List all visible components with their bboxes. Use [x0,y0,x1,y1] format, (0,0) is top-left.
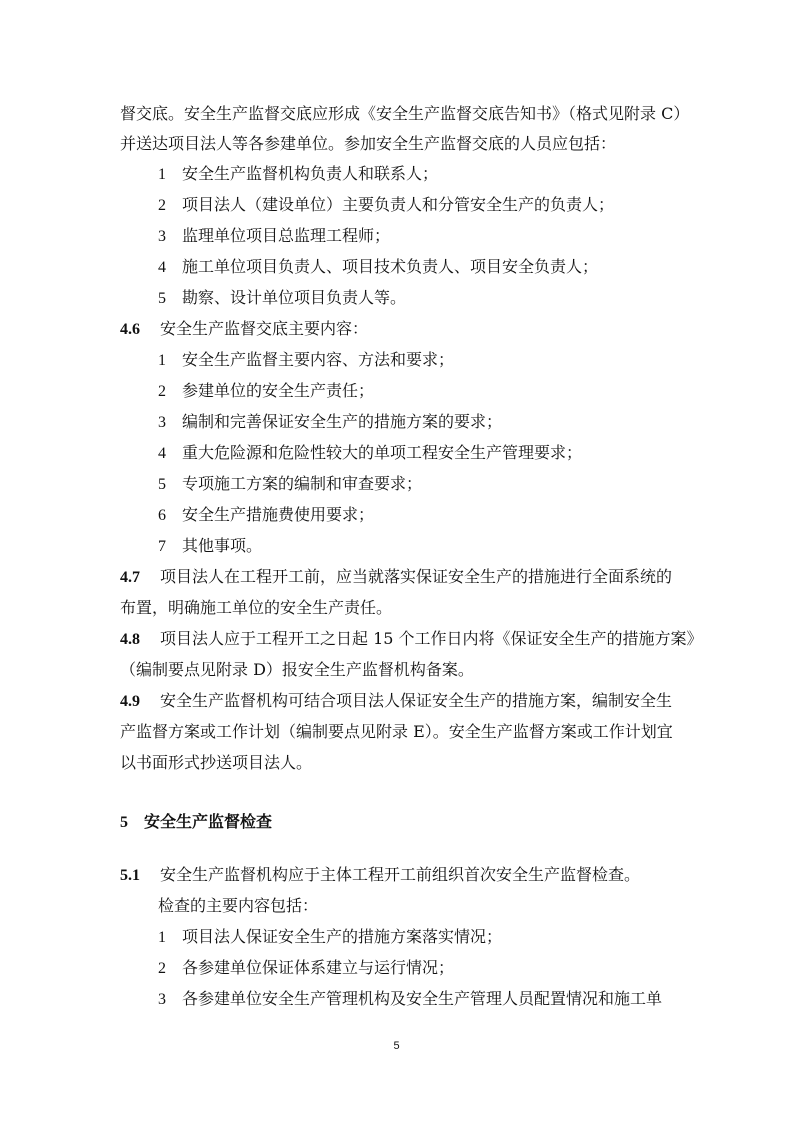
section-text: 安全生产监督机构应于主体工程开工前组织首次安全生产监督检查。 [160,865,641,884]
list-item [158,163,438,185]
list-item [158,442,582,464]
list-item [158,988,662,1010]
paragraph-line: （编制要点见附录 D）报安全生产监督机构备案。 [120,660,474,679]
list-item [158,504,374,526]
list-item-text: 各参建单位保证体系建立与运行情况； [182,958,455,977]
list-item [158,349,454,371]
list-item [158,287,406,309]
list-item-text: 各参建单位安全生产管理机构及安全生产管理人员配置情况和施工单 [182,989,663,1008]
paragraph-line: 督交底。安全生产监督交底应形成《安全生产监督交底告知书》（格式见附录 C） [120,104,690,123]
list-item-text: 勘察、设计单位项目负责人等。 [182,288,407,307]
section-text: 项目法人在工程开工前，应当就落实保证安全生产的措施进行全面系统的 [160,567,673,586]
chapter-number: 5 [120,814,128,831]
section-4-6 [120,318,368,340]
list-item-text: 重大危险源和危险性较大的单项工程安全生产管理要求； [182,443,583,462]
paragraph-line: 以书面形式抄送项目法人。 [120,753,313,772]
section-number: 5.1 [120,867,140,884]
list-item-number: 3 [158,414,166,431]
list-item-number: 7 [158,538,166,555]
list-item-number: 3 [158,228,166,245]
list-item-number: 2 [158,197,166,214]
list-item-text: 安全生产监督主要内容、方法和要求； [182,350,455,369]
paragraph-line: 产监督方案或工作计划（编制要点见附录 E）。安全生产监督方案或工作计划宜 [120,722,673,741]
list-item-text: 监理单位项目总监理工程师； [182,226,391,245]
list-item-number: 4 [158,259,166,276]
section-4-8 [120,628,703,650]
section-5-1 [120,864,640,886]
list-item [158,256,598,278]
paragraph-line: 布置，明确施工单位的安全生产责任。 [120,598,393,617]
chapter-heading [120,811,272,833]
list-item-number: 6 [158,507,166,524]
list-item [158,411,502,433]
list-item [158,926,502,948]
list-item-text: 安全生产措施费使用要求； [182,505,375,524]
list-item-text: 项目法人（建设单位）主要负责人和分管安全生产的负责人； [182,195,615,214]
section-number: 4.7 [120,569,140,586]
chapter-title: 安全生产监督检查 [144,812,273,831]
list-item-number: 4 [158,445,166,462]
list-item [158,380,374,402]
list-item [158,957,454,979]
section-number: 4.6 [120,321,140,338]
section-4-7 [120,566,672,588]
section-number: 4.8 [120,631,140,648]
section-4-9 [120,690,672,712]
section-text: 安全生产监督交底主要内容： [160,319,369,338]
list-item-text: 专项施工方案的编制和审查要求； [182,474,423,493]
list-item [158,473,422,495]
list-item [158,535,262,557]
list-item-text: 安全生产监督机构负责人和联系人； [182,164,439,183]
list-item-number: 5 [158,290,166,307]
section-number: 4.9 [120,693,140,710]
paragraph-line: 并送达项目法人等各参建单位。参加安全生产监督交底的人员应包括： [120,134,617,153]
section-text: 安全生产监督机构可结合项目法人保证安全生产的措施方案，编制安全生 [160,691,673,710]
paragraph-line: 检查的主要内容包括： [158,896,319,915]
list-item-text: 参建单位的安全生产责任； [182,381,375,400]
list-item-text: 项目法人保证安全生产的措施方案落实情况； [182,927,503,946]
list-item-number: 1 [158,166,166,183]
list-item-number: 3 [158,991,166,1008]
list-item-number: 5 [158,476,166,493]
list-item-number: 1 [158,352,166,369]
list-item [158,225,390,247]
list-item-number: 1 [158,929,166,946]
list-item-number: 2 [158,960,166,977]
list-item [158,194,614,216]
list-item-text: 其他事项。 [182,536,263,555]
list-item-text: 施工单位项目负责人、项目技术负责人、项目安全负责人； [182,257,599,276]
page-number: 5 [393,1040,400,1052]
list-item-text: 编制和完善保证安全生产的措施方案的要求； [182,412,503,431]
list-item-number: 2 [158,383,166,400]
section-text: 项目法人应于工程开工之日起 15 个工作日内将《保证安全生产的措施方案》 [160,629,703,648]
